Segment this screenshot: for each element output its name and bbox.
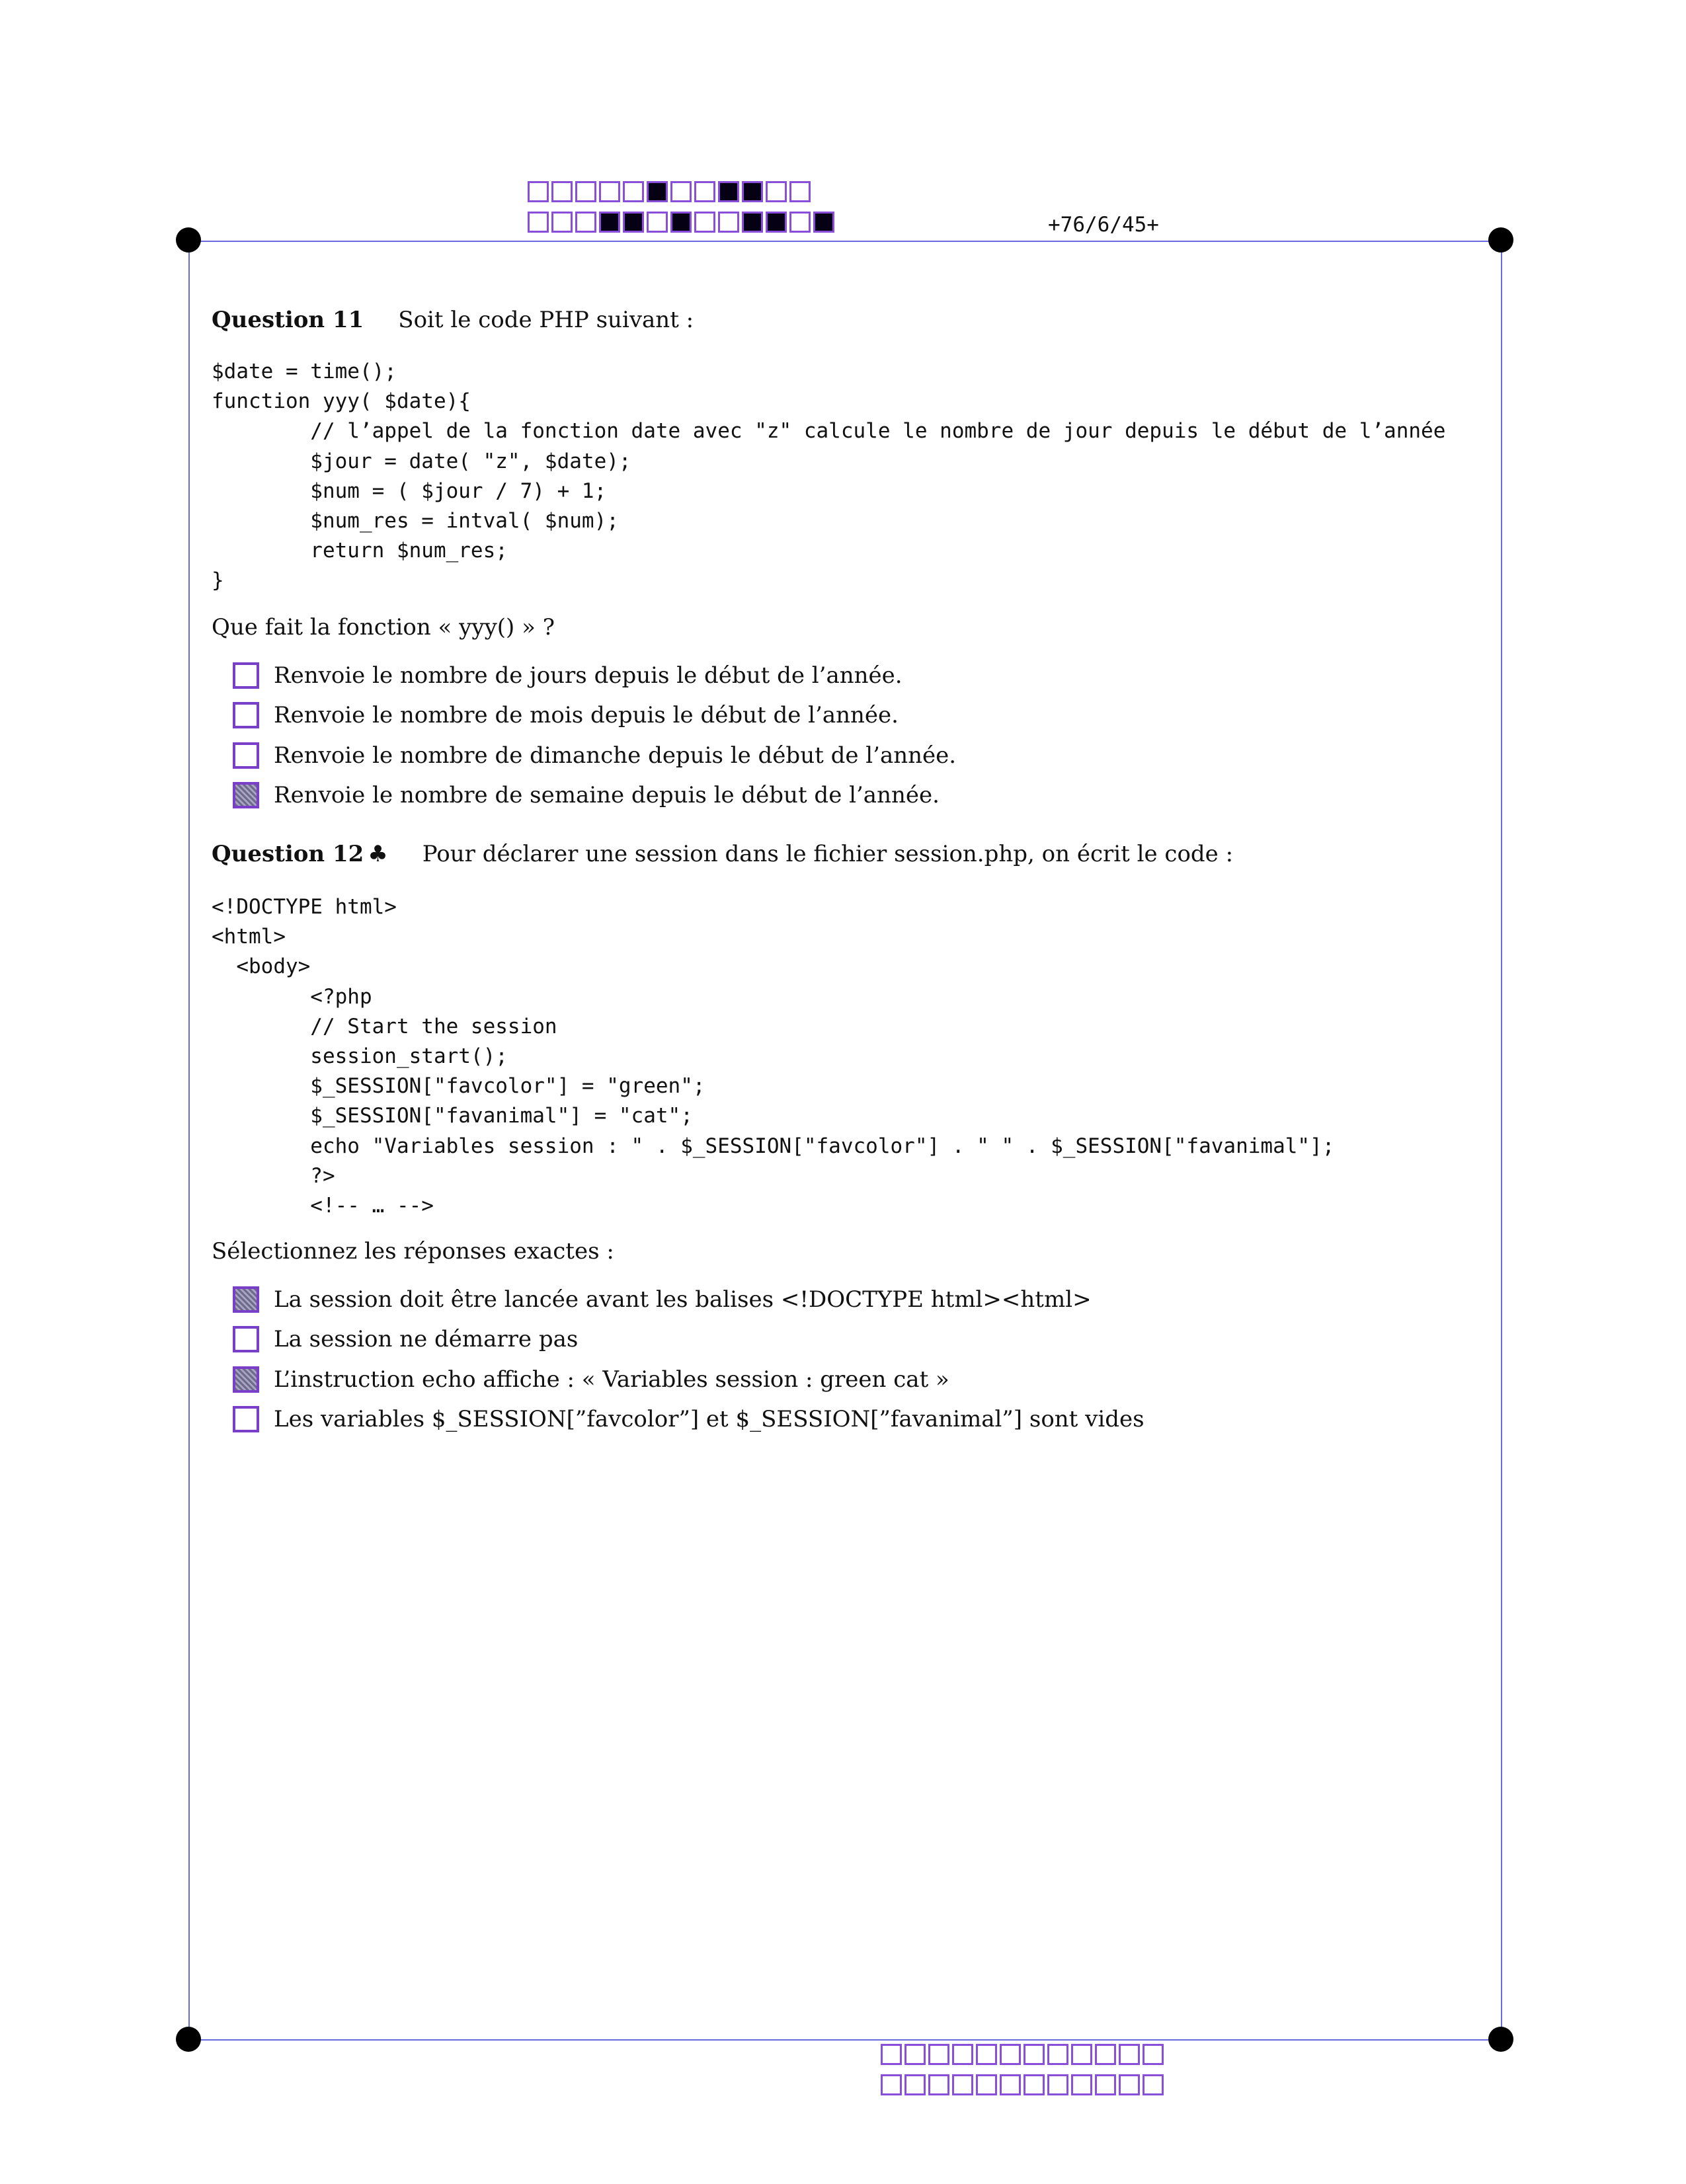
q12-choice-2-checkbox[interactable] bbox=[233, 1326, 259, 1352]
q11-choice-3-label: Renvoie le nombre de dimanche depuis le début de l’année. bbox=[274, 742, 957, 769]
code-cell-empty bbox=[575, 181, 596, 202]
q11-choice-2[interactable] bbox=[233, 702, 899, 728]
q11-choice-1-checkbox[interactable] bbox=[233, 662, 259, 689]
code-cell-empty bbox=[1000, 2044, 1021, 2065]
frame-top-line bbox=[188, 241, 1501, 242]
code-cell-empty bbox=[1119, 2074, 1140, 2095]
code-cell-empty bbox=[904, 2044, 926, 2065]
code-cell-empty bbox=[1071, 2044, 1092, 2065]
code-cell-empty bbox=[1095, 2074, 1116, 2095]
code-cell-filled bbox=[813, 212, 834, 233]
corner-marker-top-right bbox=[1488, 227, 1513, 253]
q12-choice-2[interactable] bbox=[233, 1326, 578, 1352]
frame-left-line bbox=[188, 241, 190, 2040]
code-cell-filled bbox=[742, 212, 763, 233]
corner-marker-top-left bbox=[176, 227, 201, 253]
q12-choice-4-label: Les variables $_SESSION[”favcolor”] et $_SESSION[”favanimal”] sont vides bbox=[274, 1406, 1144, 1432]
code-cell-empty bbox=[528, 181, 549, 202]
code-cell-empty bbox=[789, 181, 811, 202]
q11-choice-1[interactable] bbox=[233, 662, 903, 689]
q12-choice-4[interactable] bbox=[233, 1406, 1144, 1432]
code-cell-empty bbox=[670, 181, 692, 202]
question-12-prompt: Sélectionnez les réponses exactes : bbox=[212, 1238, 614, 1265]
q12-choice-1-checkbox[interactable] bbox=[233, 1286, 259, 1313]
code-cell-empty bbox=[551, 181, 573, 202]
exam-id: +76/6/45+ bbox=[1048, 213, 1159, 237]
code-cell-empty bbox=[1119, 2044, 1140, 2065]
question-12-header bbox=[212, 841, 1233, 867]
bottom-id-code-row-2 bbox=[881, 2074, 1166, 2095]
question-number: Question 11 bbox=[212, 307, 364, 333]
code-cell-empty bbox=[694, 181, 715, 202]
code-cell-empty bbox=[928, 2044, 949, 2065]
code-cell-empty bbox=[694, 212, 715, 233]
code-cell-empty bbox=[1024, 2074, 1045, 2095]
frame-bottom-line bbox=[188, 2039, 1501, 2041]
q11-choice-4-label: Renvoie le nombre de semaine depuis le début de l’année. bbox=[274, 782, 940, 808]
question-12-code: <!DOCTYPE html> <html> <body> <?php // Start the session session_start(); $_SESSION["favcolor"] = "green"; $_SESSION["favanimal"] = "cat"; echo "Variables session : " . $_SESSION["favcolor"] . " " . $_SESSION["favanimal"]; ?> <!-- … --> bbox=[212, 895, 1335, 1218]
bottom-id-code-row-1 bbox=[881, 2044, 1166, 2065]
code-cell-empty bbox=[928, 2074, 949, 2095]
q11-choice-3[interactable] bbox=[233, 742, 956, 769]
frame-right-line bbox=[1501, 241, 1502, 2040]
q12-choice-3-label: L’instruction echo affiche : « Variables session : green cat » bbox=[274, 1366, 949, 1393]
q11-choice-2-checkbox[interactable] bbox=[233, 702, 259, 728]
code-cell-empty bbox=[575, 212, 596, 233]
code-cell-empty bbox=[718, 212, 739, 233]
question-statement: Pour déclarer une session dans le fichier session.php, on écrit le code : bbox=[422, 841, 1234, 867]
question-number bbox=[212, 841, 388, 867]
multiple-answer-club-icon: ♣ bbox=[368, 841, 388, 867]
code-cell-empty bbox=[952, 2044, 973, 2065]
code-cell-empty bbox=[976, 2074, 997, 2095]
code-cell-empty bbox=[1143, 2044, 1164, 2065]
code-cell-empty bbox=[1000, 2074, 1021, 2095]
code-cell-empty bbox=[1071, 2074, 1092, 2095]
code-cell-empty bbox=[766, 181, 787, 202]
question-number-label: Question 12 bbox=[212, 841, 364, 867]
q12-choice-1-label: La session doit être lancée avant les balises <!DOCTYPE html><html> bbox=[274, 1286, 1092, 1313]
code-cell-empty bbox=[789, 212, 811, 233]
q12-choice-3[interactable] bbox=[233, 1366, 949, 1393]
q11-choice-1-label: Renvoie le nombre de jours depuis le début de l’année. bbox=[274, 662, 903, 689]
code-cell-filled bbox=[742, 181, 763, 202]
code-cell-empty bbox=[1047, 2044, 1068, 2065]
code-cell-filled bbox=[623, 212, 644, 233]
code-cell-filled bbox=[647, 181, 668, 202]
code-cell-empty bbox=[1143, 2074, 1164, 2095]
code-cell-filled bbox=[670, 212, 692, 233]
code-cell-empty bbox=[976, 2044, 997, 2065]
question-statement: Soit le code PHP suivant : bbox=[398, 307, 694, 333]
code-cell-empty bbox=[623, 181, 644, 202]
code-cell-empty bbox=[647, 212, 668, 233]
code-cell-empty bbox=[1095, 2044, 1116, 2065]
q12-choice-3-checkbox[interactable] bbox=[233, 1366, 259, 1393]
code-cell-empty bbox=[881, 2044, 902, 2065]
top-id-code-row-2 bbox=[528, 212, 837, 233]
code-cell-empty bbox=[952, 2074, 973, 2095]
code-cell-empty bbox=[1024, 2044, 1045, 2065]
question-11-code: $date = time(); function yyy( $date){ // l’appel de la fonction date avec "z" calcule le nombre de jour depuis le début de l’année $jour = date( "z", $date); $num = ( $jour / 7) + 1; $num_res = intval( $num); return $num_res; } bbox=[212, 360, 1446, 593]
q11-choice-2-label: Renvoie le nombre de mois depuis le début de l’année. bbox=[274, 702, 899, 728]
code-cell-empty bbox=[551, 212, 573, 233]
q11-choice-4-checkbox[interactable] bbox=[233, 782, 259, 808]
q12-choice-1[interactable] bbox=[233, 1286, 1092, 1313]
code-cell-empty bbox=[1047, 2074, 1068, 2095]
corner-marker-bottom-left bbox=[176, 2027, 201, 2052]
code-cell-empty bbox=[881, 2074, 902, 2095]
q11-choice-4[interactable] bbox=[233, 782, 940, 808]
q11-choice-3-checkbox[interactable] bbox=[233, 742, 259, 769]
code-cell-empty bbox=[528, 212, 549, 233]
corner-marker-bottom-right bbox=[1488, 2027, 1513, 2052]
code-cell-empty bbox=[904, 2074, 926, 2095]
question-11-prompt: Que fait la fonction « yyy() » ? bbox=[212, 614, 555, 641]
top-id-code-row-1 bbox=[528, 181, 813, 202]
q12-choice-4-checkbox[interactable] bbox=[233, 1406, 259, 1432]
question-11-header bbox=[212, 307, 694, 333]
code-cell-filled bbox=[718, 181, 739, 202]
q12-choice-2-label: La session ne démarre pas bbox=[274, 1326, 579, 1352]
code-cell-filled bbox=[766, 212, 787, 233]
code-cell-filled bbox=[599, 212, 620, 233]
code-cell-empty bbox=[599, 181, 620, 202]
